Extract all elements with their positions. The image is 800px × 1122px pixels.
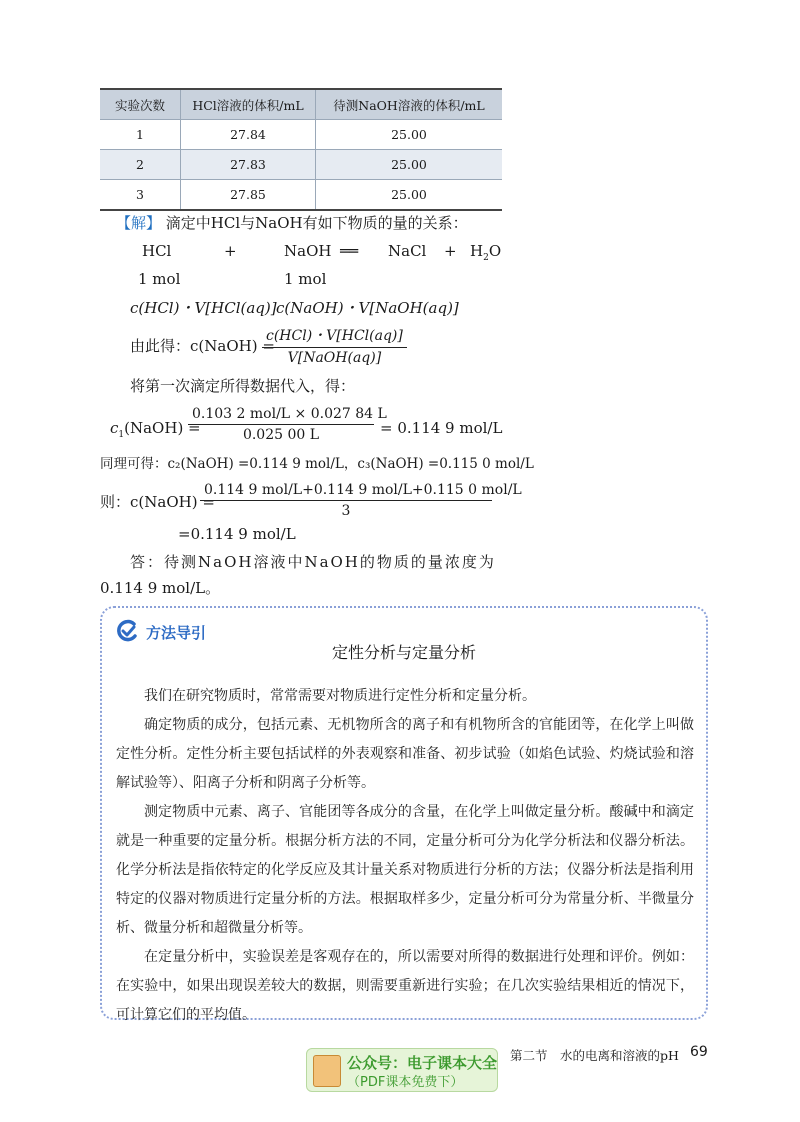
promo-line-2: （PDF课本免费下） (347, 1075, 464, 1090)
book-icon (313, 1055, 341, 1087)
solution-intro: 滴定中HCl与NaOH有如下物质的量的关系： (165, 214, 468, 232)
answer-line-2: 0.114 9 mol/L。 (100, 579, 221, 597)
h2o-o: O (488, 242, 502, 260)
promo-badge (306, 1048, 498, 1092)
col-header-naoh-volume: 待测NaOH溶液的体积/mL (316, 89, 503, 120)
c1-suffix: (NaOH) = (124, 419, 201, 437)
c1-result: = 0.114 9 mol/L (380, 419, 503, 437)
average-denominator: 3 (341, 503, 351, 519)
table-header-row (100, 89, 502, 120)
cell-trial: 3 (100, 180, 181, 211)
h2o-h: H (470, 242, 484, 260)
guide-paragraph: 确定物质的成分，包括元素、无机物所含的离子和有机物所含的官能团等，在化学上叫做定性分析。定性分析主要包括试样的外表观察和准备、初步试验（如焰色试验、灼烧试验和溶解试验等）、阳离子分析和阴离子分析等。 (116, 717, 694, 791)
c1-numerator: 0.103 2 mol/L × 0.027 84 L (188, 406, 374, 425)
eq-naoh: NaOH (284, 242, 332, 260)
titration-data-table (100, 88, 502, 211)
guide-paragraph: 测定物质中元素、离子、官能团等各成分的含量，在化学上叫做定量分析。酸碱中和滴定就是一种重要的定量分析。根据分析方法的不同，定量分析可分为化学分析法和仪器分析法。化学分析法是指依特定的化学反应及其计量关系对物质进行分析的方法；仪器分析法是指利用特定的仪器对物质进行定量分析的方法。根据取样多少，定量分析可分为常量分析、半微量分析、微量分析和超微量分析等。 (116, 804, 694, 936)
page-number: 69 (690, 1044, 708, 1060)
eq-equals: ══ (340, 242, 359, 260)
derive-denominator: V[NaOH(aq)] (287, 350, 382, 366)
answer-line-1: 答：待测NaOH溶液中NaOH的物质的量浓度为 (130, 553, 496, 571)
cell-hcl-volume: 27.85 (181, 180, 316, 211)
footer-section-title: 第二节 水的电离和溶液的pH (510, 1048, 679, 1063)
average-numerator: 0.114 9 mol/L+0.114 9 mol/L+0.115 0 mol/L (200, 482, 492, 501)
h2o-subscript: 2 (483, 253, 489, 263)
solution-intro-line (116, 213, 468, 233)
col-header-trial: 实验次数 (100, 89, 181, 120)
cell-naoh-volume: 25.00 (316, 150, 503, 180)
c1-subscript: 1 (118, 430, 125, 440)
relation-naoh: c(NaOH)・V[NaOH(aq)] (276, 299, 459, 317)
mol-hcl: 1 mol (138, 270, 181, 288)
eq-nacl: NaCl (388, 242, 427, 260)
c1-fraction (188, 406, 387, 443)
cell-naoh-volume: 25.00 (316, 180, 503, 211)
c1-denominator: 0.025 00 L (242, 427, 320, 443)
col-header-hcl-volume: HCl溶液的体积/mL (181, 89, 316, 120)
cell-naoh-volume: 25.00 (316, 120, 503, 150)
eq-plus-2: + (444, 242, 457, 260)
similar-results: 同理可得：c₂(NaOH) =0.114 9 mol/L，c₃(NaOH) =0.115 0 mol/L (100, 456, 534, 472)
cell-trial: 1 (100, 120, 181, 150)
c1-symbol: c (110, 419, 119, 437)
table-row (100, 120, 502, 150)
solution-label: 【解】 (116, 214, 162, 232)
eq-plus-1: + (224, 242, 237, 260)
promo-line-1: 公众号：电子课本大全 (347, 1054, 498, 1072)
table-row (100, 180, 502, 211)
eq-h2o (470, 241, 501, 268)
derive-prefix: 由此得：c(NaOH) = (130, 337, 275, 355)
relation-hcl: c(HCl)・V[HCl(aq)] (130, 299, 277, 317)
cell-hcl-volume: 27.84 (181, 120, 316, 150)
guide-paragraph: 在定量分析中，实验误差是客观存在的，所以需要对所得的数据进行处理和评价。例如：在实验中，如果出现误差较大的数据，则需要重新进行实验；在几次实验结果相近的情况下，可计算它们的平均值。 (116, 949, 694, 1023)
guide-label: 方法导引 (146, 624, 207, 642)
average-fraction (200, 482, 522, 519)
derive-fraction (262, 325, 407, 366)
substitute-text: 将第一次滴定所得数据代入，得： (130, 377, 356, 395)
cell-hcl-volume: 27.83 (181, 150, 316, 180)
cell-trial: 2 (100, 150, 181, 180)
average-prefix: 则：c(NaOH) = (100, 493, 215, 511)
table-row (100, 150, 502, 180)
eq-hcl: HCl (142, 242, 172, 260)
derive-numerator: c(HCl)・V[HCl(aq)] (262, 325, 407, 348)
guide-title: 定性分析与定量分析 (331, 643, 476, 662)
guide-paragraph: 我们在研究物质时，常常需要对物质进行定性分析和定量分析。 (144, 688, 536, 704)
mol-naoh: 1 mol (284, 270, 327, 288)
average-result: =0.114 9 mol/L (178, 525, 296, 543)
guide-body (116, 682, 694, 1030)
